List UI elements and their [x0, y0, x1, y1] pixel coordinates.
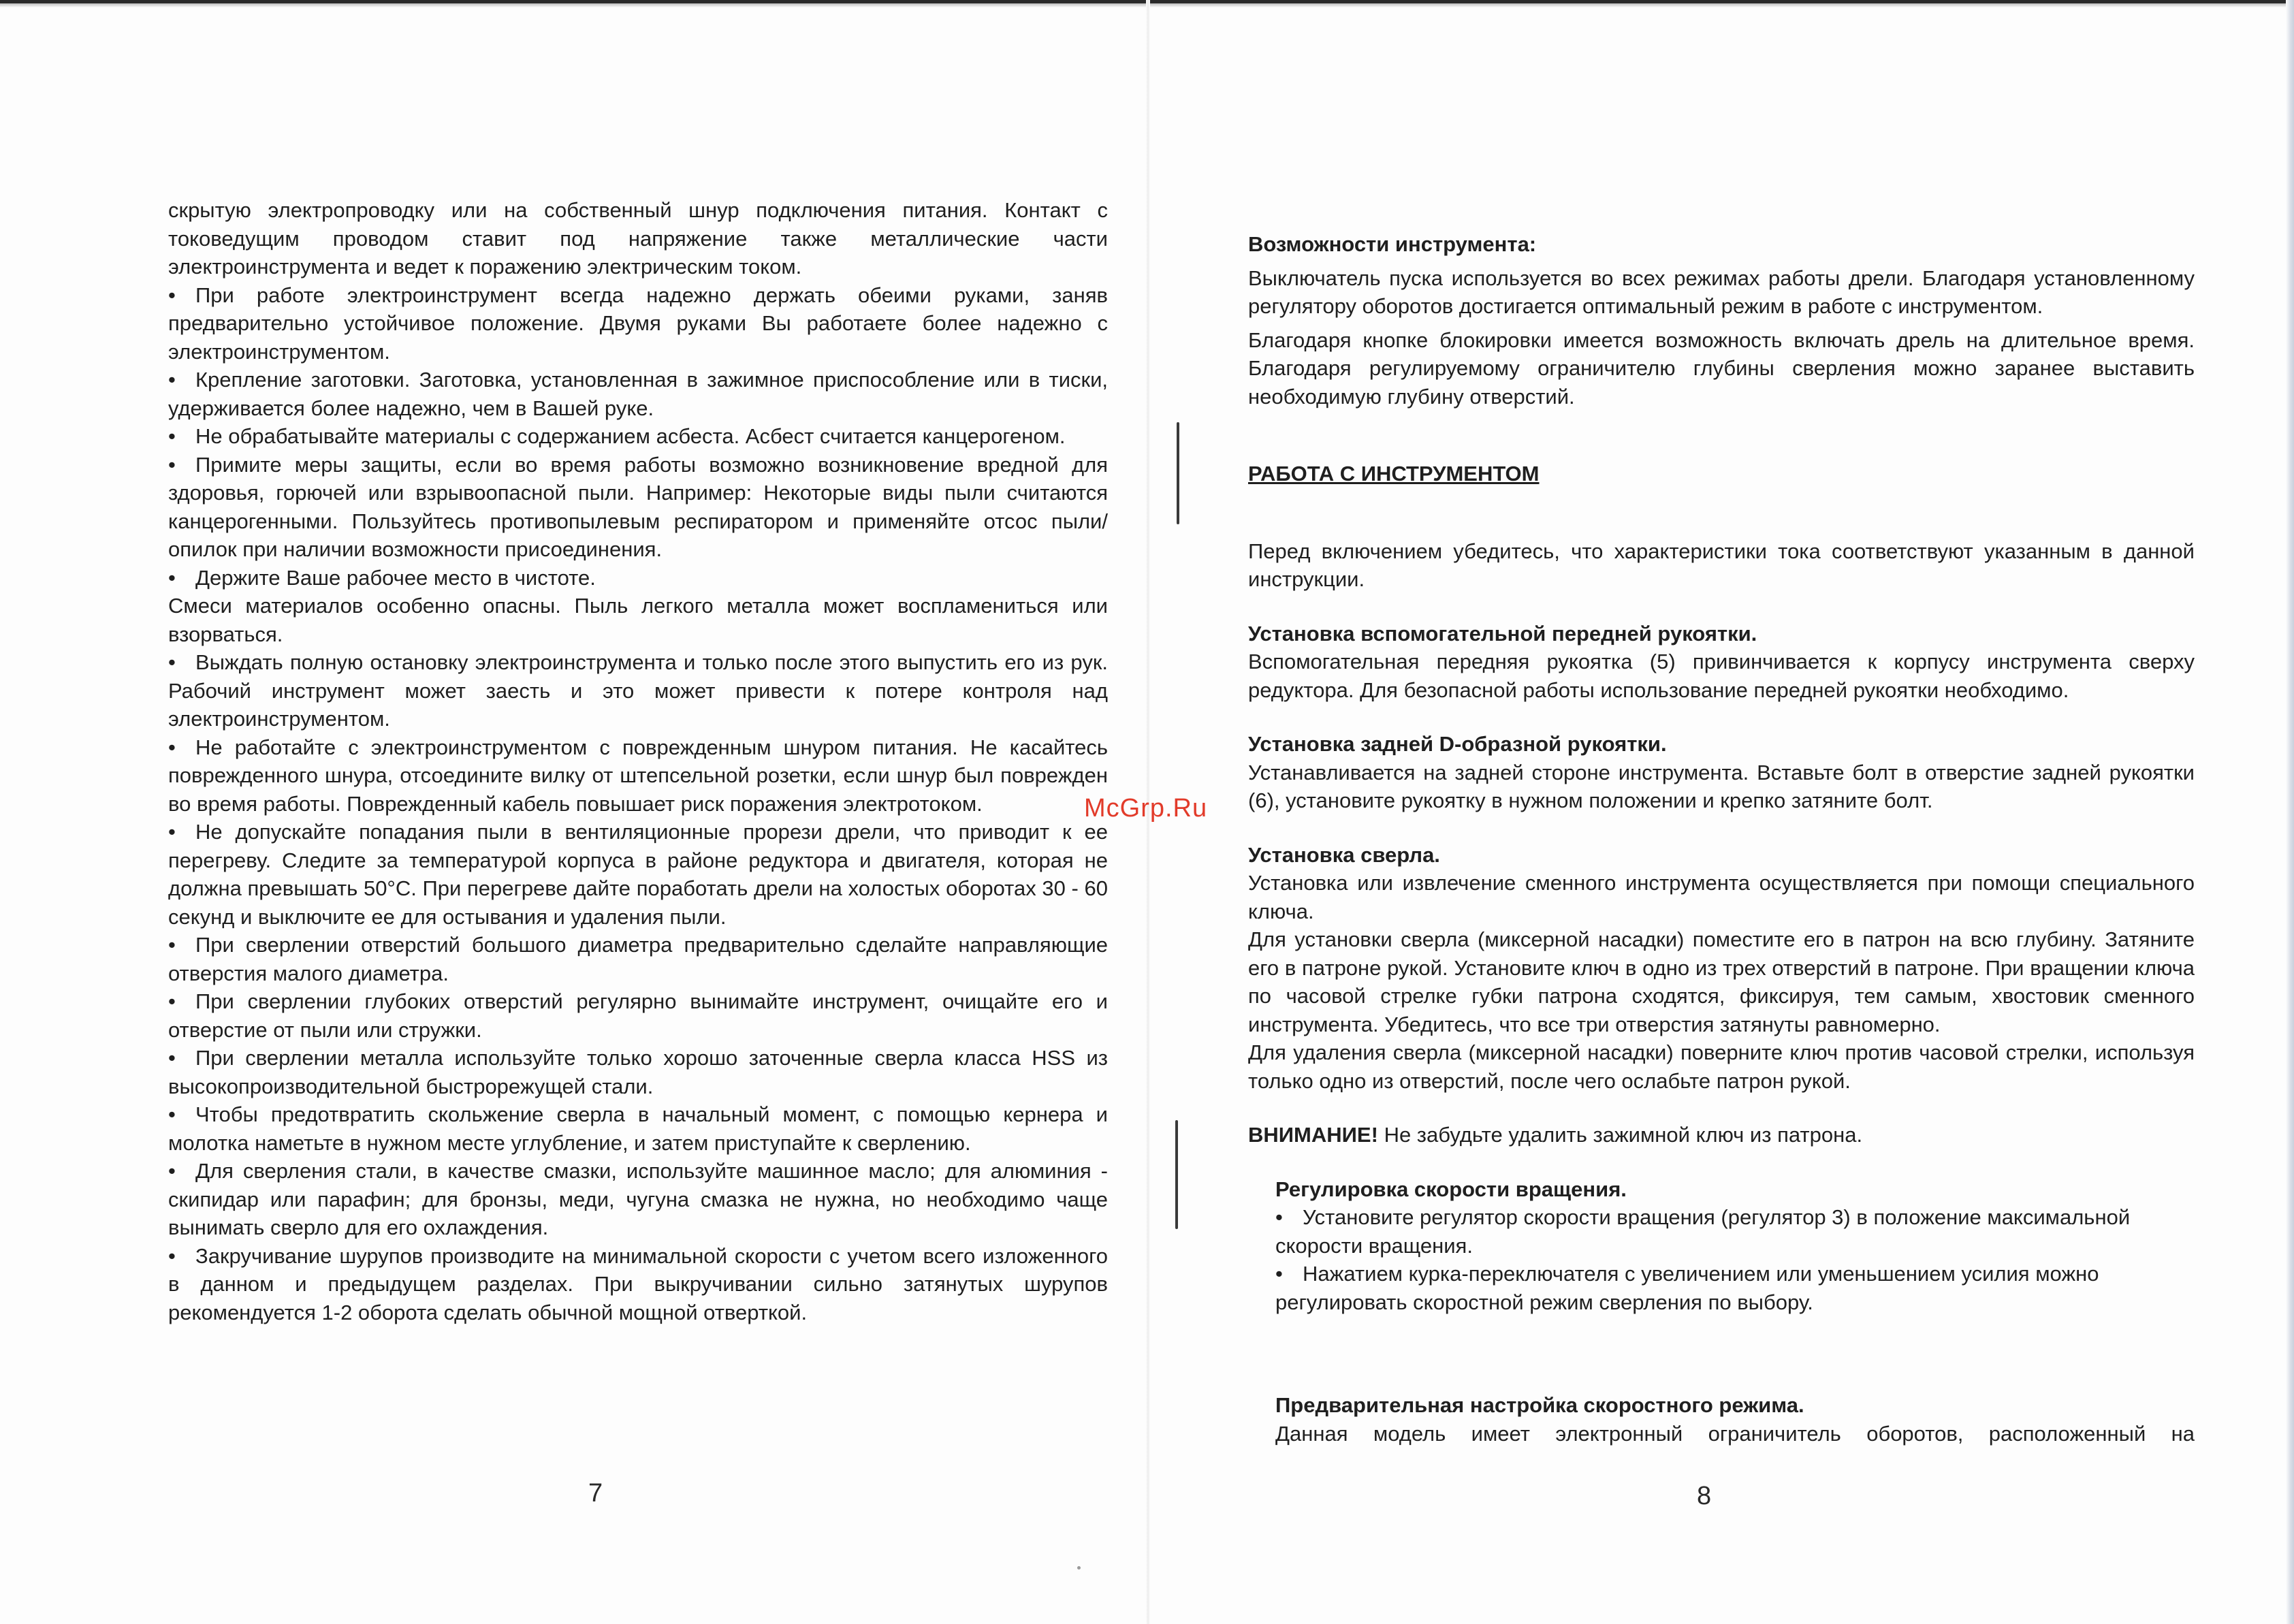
left-paragraph-text: При сверлении отверстий большого диаметра предварительно сделайте направляющие отверстия малого диаметра.	[168, 933, 1108, 985]
left-paragraph-text: Выждать полную остановку электроинструмента и только после этого выпустить его из рук. Рабочий инструмент может заесть и это может привести к потере контроля над электроинструментом.	[168, 650, 1108, 731]
staple-mark-lower	[1175, 1120, 1178, 1229]
speed-section	[1275, 1175, 2195, 1448]
drill-install-paragraph-3: Для удаления сверла (миксерной насадки) поверните ключ против часовой стрелки, используя только одно из отверстий, после чего ослабьте патрон рукой.	[1248, 1040, 2195, 1093]
bullet-mark: •	[168, 933, 176, 957]
bullet-mark: •	[168, 452, 176, 477]
scan-right-edge	[2286, 0, 2294, 1624]
bullet-mark: •	[168, 565, 176, 590]
warning-text: Не забудьте удалить зажимной ключ из патрона.	[1384, 1123, 1863, 1147]
capabilities-paragraph-1: Выключатель пуска используется во всех режимах работы дрели. Благодаря установленному регулятору оборотов достигается оптимальный режим в работе с инструментом.	[1248, 266, 2195, 318]
rear-handle-paragraph: Устанавливается на задней стороне инструмента. Вставьте болт в отверстие задней рукоятки (6), установите рукоятку в нужном положении и крепко затяните болт.	[1248, 760, 2195, 812]
speed-bullet-1	[1275, 1203, 2195, 1260]
left-paragraph	[168, 451, 1108, 564]
left-paragraph	[168, 818, 1108, 931]
left-paragraph-text: Крепление заготовки. Заготовка, установленная в зажимное приспособление или в тиски, удерживается более надежно, чем в Вашей руке.	[168, 368, 1108, 420]
bullet-mark: •	[168, 820, 176, 844]
left-paragraph-text: Не работайте с электроинструментом с поврежденным шнуром питания. Не касайтесь поврежденного шнура, отсоедините вилку от штепсельной розетки, если шнур был поврежден во время работы. Поврежденный кабель повышает риск поражения электротоком.	[168, 735, 1108, 816]
bullet-mark: •	[168, 989, 176, 1013]
bullet-mark: •	[168, 1159, 176, 1183]
bullet-mark: •	[168, 1243, 176, 1268]
preset-paragraph: Данная модель имеет электронный ограничитель оборотов, расположенный на	[1275, 1421, 2195, 1446]
left-paragraph-text: При сверлении глубоких отверстий регулярно вынимайте инструмент, очищайте его и отверстие от пыли или стружки.	[168, 989, 1108, 1042]
bullet-mark: •	[168, 1046, 176, 1070]
left-paragraph	[168, 1044, 1108, 1100]
left-paragraph	[168, 648, 1108, 733]
left-paragraph-text: Держите Ваше рабочее место в чистоте.	[195, 565, 596, 590]
intro-paragraph: Перед включением убедитесь, что характеристики тока соответствуют указанным в данной инструкции.	[1248, 539, 2195, 591]
bullet-mark: •	[168, 650, 176, 674]
front-handle-heading: Установка вспомогательной передней рукоятки.	[1248, 621, 1757, 646]
bullet-mark: •	[168, 424, 176, 448]
bullet-mark: •	[1275, 1262, 1283, 1286]
left-paragraph-text: Закручивание шурупов производите на минимальной скорости с учетом всего изложенного в данном и предыдущем разделах. При выкручивании сильно затянутых шурупов рекомендуется 1-2 оборота сделать обычной мощной отверткой.	[168, 1243, 1108, 1324]
scan-speck	[1077, 1566, 1081, 1570]
left-paragraph-text: скрытую электропроводку или на собственный шнур подключения питания. Контакт с токоведущим проводом ставит под напряжение также металлические части электроинструмента и ведет к поражению электрическим током.	[168, 198, 1108, 278]
drill-install-heading: Установка сверла.	[1248, 842, 1440, 867]
speed-heading: Регулировка скорости вращения.	[1275, 1177, 1627, 1201]
left-paragraph-text: Смеси материалов особенно опасны. Пыль легкого металла может воспламениться или взорваться.	[168, 594, 1108, 646]
bullet-mark: •	[168, 1102, 176, 1126]
capabilities-paragraph-2: Благодаря кнопке блокировки имеется возможность включать дрель на длительное время. Благодаря регулируемому ограничителю глубины сверления можно заранее выставить необходимую глубину отверстий.	[1248, 328, 2195, 409]
bullet-mark: •	[1275, 1205, 1283, 1229]
speed-bullet-1-text: Установите регулятор скорости вращения (регулятор 3) в положение максимальной скорости вращения.	[1275, 1205, 2131, 1258]
left-paragraph-text: Не обрабатывайте материалы с содержанием асбеста. Асбест считается канцерогеном.	[195, 424, 1066, 448]
left-paragraph	[168, 564, 1108, 592]
left-page-body	[168, 196, 1108, 1326]
left-paragraph	[168, 592, 1108, 648]
bullet-mark: •	[168, 735, 176, 759]
section-heading-working: РАБОТА С ИНСТРУМЕНТОМ	[1248, 462, 1540, 485]
speed-bullet-2	[1275, 1260, 2195, 1316]
left-paragraph	[168, 196, 1108, 281]
capabilities-heading: Возможности инструмента:	[1248, 232, 1537, 256]
front-handle-paragraph: Вспомогательная передняя рукоятка (5) привинчивается к корпусу инструмента сверху редуктора. Для безопасной работы использование передней рукоятки необходимо.	[1248, 650, 2195, 702]
left-paragraph-text: При работе электроинструмент всегда надежно держать обеими руками, заняв предварительно устойчивое положение. Двумя руками Вы работаете более надежно с электроинструментом.	[168, 283, 1108, 364]
drill-install-paragraph-2: Для установки сверла (миксерной насадки) поместите его в патрон на всю глубину. Затяните его в патроне рукой. Установите ключ в одно из трех отверстий в патроне. При вращении ключа по часовой стрелке губки патрона сходятся, фиксируя, тем самым, хвостовик сменного инструмента. Убедитесь, что все три отверстия затянуты равномерно.	[1248, 927, 2195, 1036]
left-paragraph-text: Для сверления стали, в качестве смазки, используйте машинное масло; для алюминия - скипидар или парафин; для бронзы, меди, чугуна смазка не нужна, но необходимо чаще вынимать сверло для его охлаждения.	[168, 1159, 1108, 1239]
speed-bullet-2-text: Нажатием курка-переключателя с увеличением или уменьшением усилия можно регулировать скоростной режим сверления по выбору.	[1275, 1262, 2099, 1314]
left-paragraph-text: При сверлении металла используйте только хорошо заточенные сверла класса HSS из высокопроизводительной быстрорежущей стали.	[168, 1046, 1108, 1098]
left-paragraph	[168, 931, 1108, 987]
bullet-mark: •	[168, 368, 176, 392]
preset-heading: Предварительная настройка скоростного режима.	[1275, 1393, 1804, 1417]
right-page-body	[1248, 230, 2195, 1448]
left-paragraph	[168, 422, 1108, 451]
staple-mark-upper	[1177, 422, 1179, 524]
left-paragraph	[168, 1242, 1108, 1327]
left-paragraph	[168, 281, 1108, 366]
left-paragraph	[168, 1157, 1108, 1242]
left-paragraph	[168, 1100, 1108, 1157]
warning-paragraph	[1248, 1121, 2195, 1149]
left-paragraph-text: Примите меры защиты, если во время работы возможно возникновение вредной для здоровья, горючей или взрывоопасной пыли. Например: Некоторые виды пыли считаются канцерогенными. Пользуйтесь противопылевым респиратором и применяйте отсос пыли/опилок при наличии возможности присоединения.	[168, 452, 1108, 561]
site-watermark: McGrp.Ru	[1084, 794, 1208, 823]
left-paragraph-text: Чтобы предотвратить скольжение сверла в начальный момент, с помощью кернера и молотка наметьте в нужном месте углубление, и затем приступайте к сверлению.	[168, 1102, 1108, 1155]
drill-install-paragraph-1: Установка или извлечение сменного инструмента осуществляется при помощи специального ключа.	[1248, 871, 2195, 923]
rear-handle-heading: Установка задней D-образной рукоятки.	[1248, 732, 1667, 756]
left-paragraph	[168, 366, 1108, 422]
page-number-right: 8	[1697, 1482, 1712, 1510]
bullet-mark: •	[168, 283, 176, 307]
page-number-left: 7	[588, 1479, 603, 1508]
warning-label: ВНИМАНИЕ!	[1248, 1123, 1378, 1147]
left-paragraph	[168, 987, 1108, 1044]
left-paragraph-text: Не допускайте попадания пыли в вентиляционные прорези дрели, что приводит к ее перегреву. Следите за температурой корпуса в районе редуктора и двигателя, которая не должна превышать 50°С. При перегреве дайте поработать дрели на холостых оборотах 30 - 60 секунд и выключите ее для остывания и удаления пыли.	[168, 820, 1108, 929]
left-paragraph	[168, 733, 1108, 818]
